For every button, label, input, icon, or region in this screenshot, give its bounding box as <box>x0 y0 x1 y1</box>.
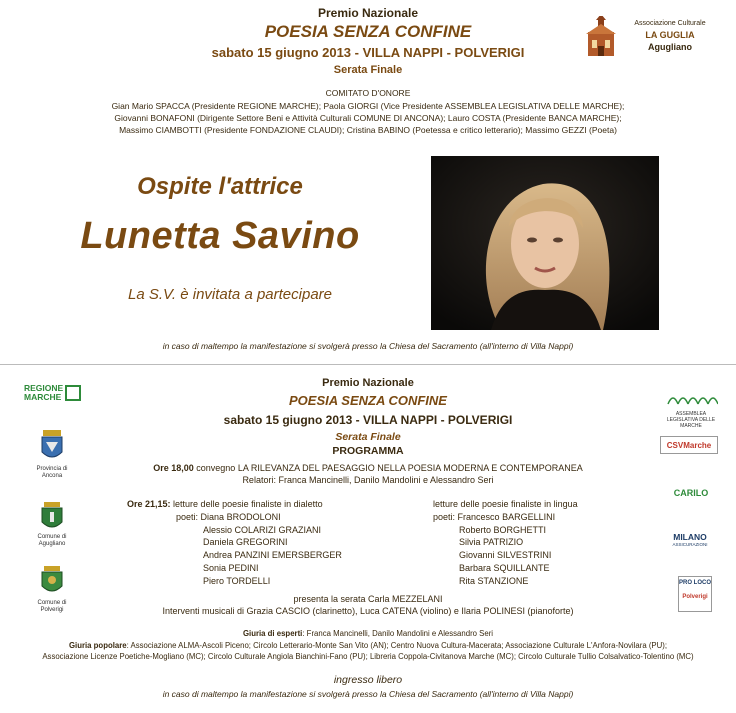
top-premio: Premio Nazionale <box>317 6 419 20</box>
evening-time: Ore 21,15: <box>127 499 171 509</box>
comitato-line-1: Gian Mario SPACCA (Presidente REGIONE MARCHE); Paola GIORGI (Vice Presidente ASSEMBLEA LEGISLATIVA DELLE MARCHE); <box>111 101 625 111</box>
assemblea-label: ASSEMBLEA LEGISLATIVA DELLE MARCHE <box>666 411 716 429</box>
bottom-premio: Premio Nazionale <box>322 377 414 389</box>
expert-jury-label: Giuria di esperti <box>242 629 303 638</box>
dialetto-poet-1: Diana BRODOLONI <box>200 511 281 522</box>
dialetto-poet-6: Piero TORDELLI <box>203 575 271 586</box>
section-divider <box>0 364 736 365</box>
lingua-poet-5: Barbara SQUILLANTE <box>459 562 550 573</box>
proloco-line2: Polverigi <box>682 594 708 600</box>
expert-jury-line <box>0 629 736 638</box>
bottom-date: sabato 15 giugno 2013 - VILLA NAPPI - POLVERIGI <box>223 413 513 427</box>
music-line: Interventi musicali di Grazia CASCIO (clarinetto), Luca CATENA (violino) e Ilaria POLINESI (pianoforte) <box>162 606 574 616</box>
carilo-logo <box>664 488 718 498</box>
lingua-heading: letture delle poesie finaliste in lingua <box>433 499 578 509</box>
lingua-poet-1: Francesco BARGELLINI <box>457 511 556 522</box>
popular-jury-label: Giuria popolare <box>68 641 127 650</box>
regione-line2: MARCHE <box>24 392 62 402</box>
programma-heading: PROGRAMMA <box>332 445 404 457</box>
top-serata: Serata Finale <box>333 64 403 76</box>
dialetto-poet-4: Andrea PANZINI EMERSBERGER <box>203 550 342 561</box>
milano-label: MILANO <box>673 532 707 542</box>
guglia-church-icon <box>584 16 618 58</box>
dialetto-poet-5: Sonia PEDINI <box>203 562 259 573</box>
expert-jury-text: : Franca Mancinelli, Danilo Mandolini e Alessandro Seri <box>302 629 494 638</box>
bottom-serata: Serata Finale <box>335 431 401 443</box>
comitato-line-3: Massimo CIAMBOTTI (Presidente FONDAZIONE CLAUDI); Cristina BABINO (Poetessa e critico letterario); Massimo GEZZI (Poeta) <box>119 125 617 135</box>
free-entry-note: ingresso libero <box>333 674 403 686</box>
comitato-line-2: Giovanni BONAFONI (Dirigente Settore Beni e Attività Culturali COMUNE DI ANCONA); Lauro COSTA (Presidente BANCA MARCHE); <box>114 113 622 123</box>
conference-text: convegno LA RILEVANZA DEL PAESAGGIO NELLA POESIA MODERNA E CONTEMPORANEA <box>196 463 583 473</box>
milano-assicurazioni-logo <box>662 532 718 547</box>
dialetto-poets-label: poeti: <box>176 511 199 522</box>
dialetto-heading: letture delle poesie finaliste in dialetto <box>173 499 323 509</box>
guest-name: Lunetta Savino <box>80 215 360 257</box>
popular-jury-line-1 <box>0 641 736 650</box>
lingua-poet-3: Silvia PATRIZIO <box>459 537 524 548</box>
csv-label: CSVMarche <box>666 440 712 450</box>
guglia-line2: LA GUGLIA <box>645 30 695 40</box>
dialetto-poet-2: Alessio COLARIZI GRAZIANI <box>203 524 322 535</box>
lingua-poet-2: Roberto BORGHETTI <box>459 524 547 535</box>
lingua-poet-6: Rita STANZIONE <box>459 575 529 586</box>
conference-line <box>0 463 736 473</box>
guglia-line1: Associazione Culturale <box>634 20 706 27</box>
guest-intro: Ospite l'attrice <box>137 173 303 200</box>
proloco-line1: PRO LOCO <box>679 580 712 586</box>
relatori-line: Relatori: Franca Mancinelli, Danilo Mandolini e Alessandro Seri <box>242 475 494 485</box>
agugliano-label: Comune di Agugliano <box>37 534 67 547</box>
carilo-label: CARILO <box>673 488 709 498</box>
bottom-bad-weather-note: in caso di maltempo la manifestazione si svolgerà presso la Chiesa del Sacramento (all'interno di Villa Nappi) <box>162 689 574 699</box>
agugliano-crest-icon <box>38 502 66 534</box>
conference-time: Ore 18,00 <box>153 463 194 473</box>
host-line: presenta la serata Carla MEZZELANI <box>293 594 443 604</box>
top-date: sabato 15 giugno 2013 - VILLA NAPPI - POLVERIGI <box>211 45 525 60</box>
guest-portrait-photo <box>431 156 659 330</box>
popular-jury-text-1: : Associazione ALMA-Ascoli Piceno; Circolo Letterario-Monte San Vito (AN); Centro Nuova Cultura-Macerata; Associazione Culturale L'Anfora-Novilara (PU); <box>126 641 668 650</box>
milano-sub-label: ASSICURAZIONI <box>672 542 708 547</box>
lingua-poets-label: poeti: <box>433 511 456 522</box>
popular-jury-line-2: Associazione Licenze Poetiche-Mogliano (MC); Circolo Culturale Angiola Bianchini-Fano (PU); Libreria Coppola-Civitanova Marche (MC); Circolo Culturale Tullio Colsalvatico-Tolentino (MC) <box>42 652 694 661</box>
bottom-title: POESIA SENZA CONFINE <box>289 393 447 408</box>
lingua-column <box>433 498 578 588</box>
regione-line1: REGIONE <box>24 383 64 393</box>
dialetto-column <box>127 498 342 588</box>
lingua-poet-4: Giovanni SILVESTRINI <box>459 550 552 561</box>
polverigi-label: Comune di Polverigi <box>37 600 67 613</box>
invitation-text: La S.V. è invitata a partecipare <box>127 286 332 303</box>
provincia-label: Provincia di Ancona <box>36 466 68 479</box>
top-title: POESIA SENZA CONFINE <box>264 22 472 41</box>
top-bad-weather-note: in caso di maltempo la manifestazione si svolgerà presso la Chiesa del Sacramento (all'interno di Villa Nappi) <box>162 341 574 351</box>
guglia-line3: Agugliano <box>648 42 692 52</box>
comitato-heading: COMITATO D'ONORE <box>325 88 411 98</box>
dialetto-poet-3: Daniela GREGORINI <box>203 537 288 548</box>
